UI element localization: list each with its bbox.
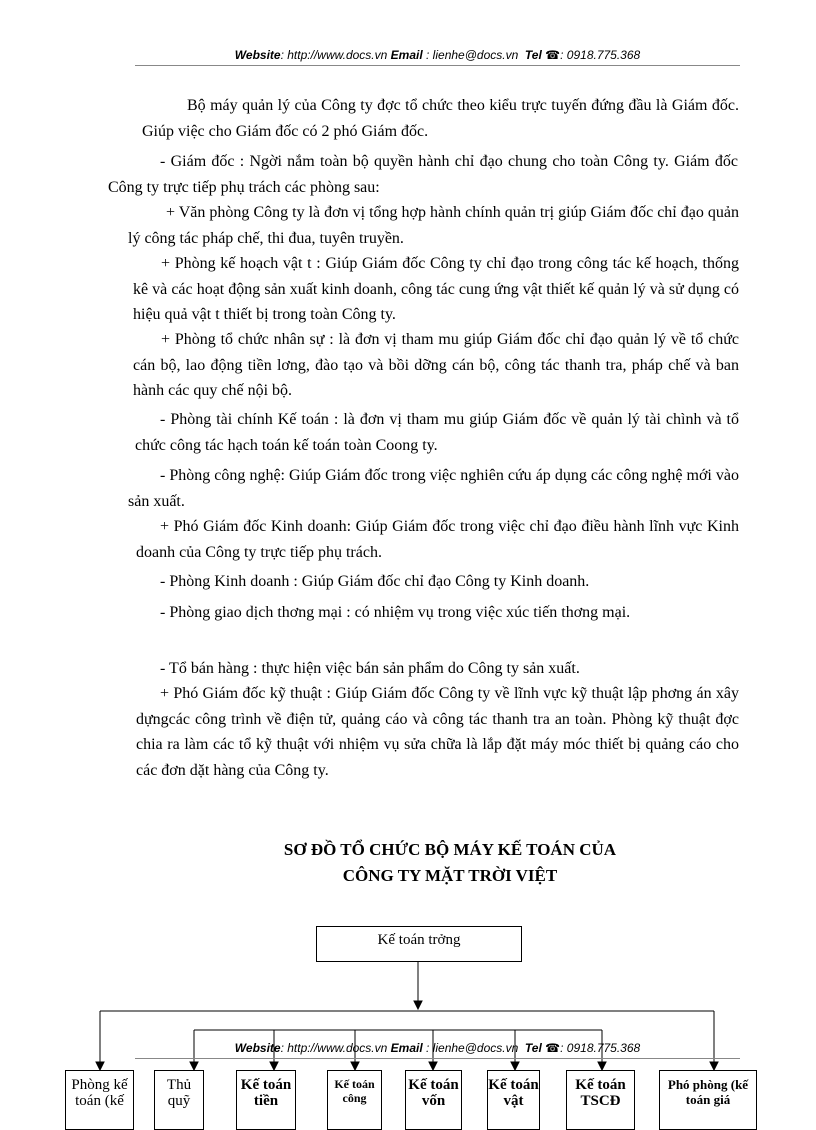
phone-icon-2: ☎ bbox=[545, 1041, 561, 1055]
chief-accountant-label: Kế toán trởng bbox=[377, 932, 461, 948]
arrow-6 bbox=[511, 1062, 519, 1070]
diagram-title-line2: CÔNG TY MẶT TRỜI VIỆT bbox=[342, 866, 558, 885]
website-url-2[interactable]: : http://www.docs.vn bbox=[280, 1041, 388, 1055]
paragraph-sales: - Tổ bán hàng : thực hiện việc bán sản phẩm do Công ty sản xuất. bbox=[160, 660, 580, 677]
tel-label: Tel bbox=[524, 48, 542, 62]
paragraph-intro: Bộ máy quản lý của Công ty đợc tổ chức theo kiểu trực tuyến đứng đầu là Giám đốc. Giúp việc cho Giám đốc có 2 phó Giám đốc. bbox=[142, 97, 739, 140]
paragraph-personnel: + Phòng tổ chức nhân sự : là đơn vị tham mu giúp Giám đốc chỉ đạo quản lý về tổ chức cán bộ, lao động tiền lơng, đào tạo và bồi dỡng cán bộ, công tác thanh tra, pháp chế và ban hành các quy chế nội bộ. bbox=[133, 331, 739, 399]
child-box-cash-accountant bbox=[236, 1070, 296, 1130]
child-label-cash-accountant: Kế toán tiền bbox=[240, 1077, 292, 1109]
arrow-2 bbox=[190, 1062, 198, 1070]
diagram-title-line1: SƠ ĐỒ TỔ CHỨC BỘ MÁY KẾ TOÁN CỦA bbox=[283, 840, 617, 859]
email-value-2[interactable]: : lienhe@docs.vn bbox=[426, 1041, 519, 1055]
child-box-accounting-dept bbox=[65, 1070, 134, 1130]
email-label: Email bbox=[390, 48, 423, 62]
arrow-1 bbox=[96, 1062, 104, 1070]
tel-value: : 0918.775.368 bbox=[560, 48, 641, 62]
website-url[interactable]: : http://www.docs.vn bbox=[280, 48, 388, 62]
paragraph-business-dept: - Phòng Kinh doanh : Giúp Giám đốc chỉ đạo Công ty Kinh doanh. bbox=[160, 573, 590, 590]
child-box-capital-accountant bbox=[405, 1070, 462, 1130]
email-label-2: Email bbox=[390, 1041, 423, 1055]
arrow-3 bbox=[270, 1062, 278, 1070]
arrow-4 bbox=[351, 1062, 359, 1070]
child-box-materials-accountant bbox=[487, 1070, 540, 1130]
paragraph-finance: - Phòng tài chính Kế toán : là đơn vị tham mu giúp Giám đốc về quản lý tài chình và tổ chức công tác hạch toán kế toán toàn Coong ty. bbox=[135, 411, 739, 454]
website-label-2: Website bbox=[234, 1041, 281, 1055]
page-header-repeat bbox=[135, 1041, 740, 1059]
child-box-fixed-assets-accountant bbox=[566, 1070, 635, 1130]
chief-accountant-box bbox=[316, 926, 522, 962]
email-value[interactable]: : lienhe@docs.vn bbox=[426, 48, 519, 62]
child-label-accounting-dept: Phòng kế toán (kế bbox=[71, 1077, 128, 1109]
child-label-capital-accountant: Kế toán vốn bbox=[408, 1077, 459, 1109]
website-label: Website bbox=[234, 48, 281, 62]
phone-icon: ☎ bbox=[545, 48, 561, 62]
child-label-treasurer: Thủ quỹ bbox=[166, 1077, 192, 1109]
child-box-debt-accountant bbox=[327, 1070, 382, 1130]
root-arrow bbox=[414, 1001, 422, 1009]
child-box-deputy-head bbox=[659, 1070, 757, 1130]
paragraph-trade: - Phòng giao dịch thơng mại : có nhiệm vụ trong việc xúc tiến thơng mại. bbox=[160, 604, 631, 621]
child-label-materials-accountant: Kế toán vật bbox=[488, 1077, 539, 1109]
tel-label-2: Tel bbox=[524, 1041, 542, 1055]
paragraph-office: + Văn phòng Công ty là đơn vị tổng hợp hành chính quản trị giúp Giám đốc chỉ đạo quản lý công tác pháp chế, thi đua, tuyên truyền. bbox=[128, 204, 739, 247]
paragraph-planning: + Phòng kế hoạch vật t : Giúp Giám đốc Công ty chỉ đạo trong công tác kế hoạch, thống kê và các hoạt động sản xuất kinh doanh, công tác cung ứng vật thiết kế quản lý và sử dụng có hiệu quả vật t thiết bị trong toàn Công ty. bbox=[133, 255, 739, 323]
child-box-treasurer bbox=[154, 1070, 204, 1130]
arrow-7 bbox=[598, 1062, 606, 1070]
paragraph-technical-deputy: + Phó Giám đốc kỹ thuật : Giúp Giám đốc Công ty về lĩnh vực kỹ thuật lập phơng án xây dựngcác công trình về điện tử, quảng cáo và công tác thanh tra an toàn. Phòng kỹ thuật đợc chia ra làm các tổ kỹ thuật với nhiệm vụ sửa chữa là lắp đặt máy móc thiết bị quảng cáo cho các đơn dặt hàng của Công ty. bbox=[136, 685, 739, 779]
arrow-8 bbox=[710, 1062, 718, 1070]
tel-value-2: : 0918.775.368 bbox=[560, 1041, 641, 1055]
arrow-5 bbox=[429, 1062, 437, 1070]
paragraph-director: - Giám đốc : Ngời nắm toàn bộ quyền hành chỉ đạo chung cho toàn Công ty. Giám đốc Công ty trực tiếp phụ trách các phòng sau: bbox=[108, 153, 738, 196]
paragraph-technology: - Phòng công nghệ: Giúp Giám đốc trong việc nghiên cứu áp dụng các công nghệ mới vào sản xuất. bbox=[128, 467, 739, 510]
child-label-fixed-assets-accountant: Kế toán TSCĐ bbox=[575, 1077, 626, 1109]
child-label-deputy-head: Phó phòng (kế toán giá bbox=[667, 1077, 749, 1107]
paragraph-business-deputy: + Phó Giám đốc Kinh doanh: Giúp Giám đốc trong việc chỉ đạo điều hành lĩnh vực Kinh doanh của Công ty trực tiếp phụ trách. bbox=[136, 518, 739, 561]
child-label-debt-accountant: Kế toán công bbox=[334, 1077, 375, 1105]
